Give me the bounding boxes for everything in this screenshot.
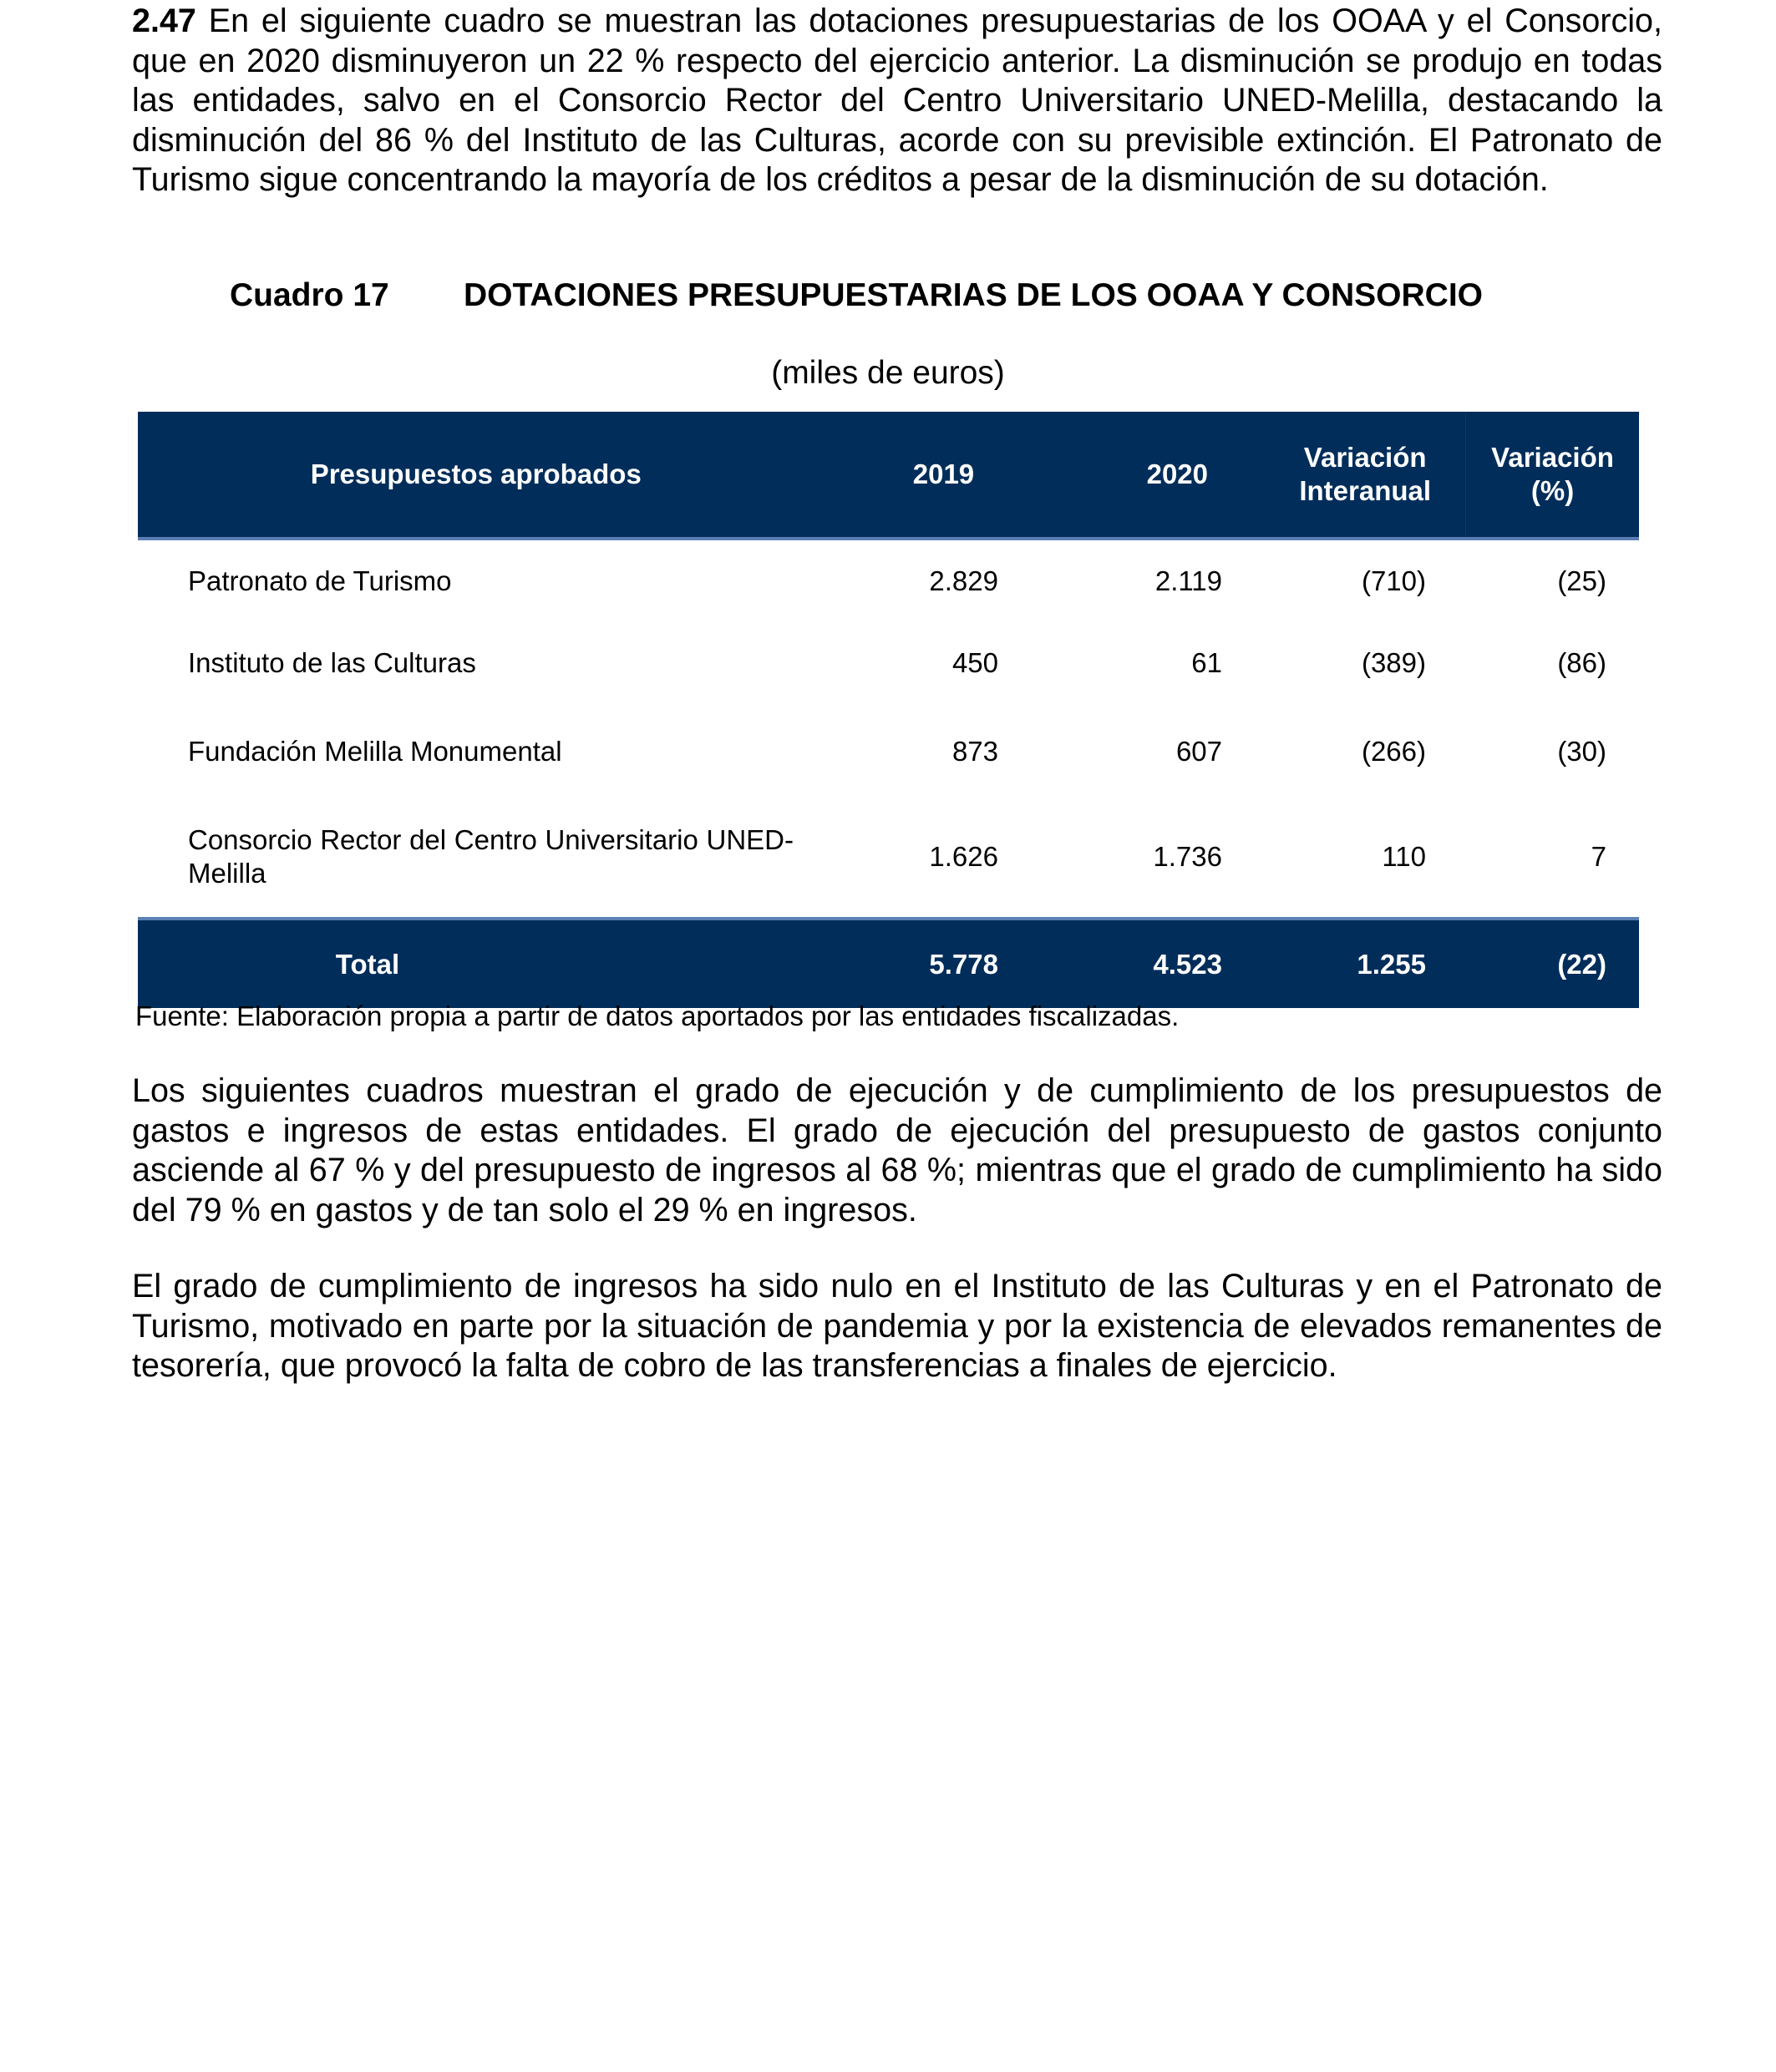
column-header-2020: 2020 xyxy=(1146,458,1209,489)
cell-2020: 2.119 xyxy=(1154,565,1222,596)
table-caption xyxy=(230,277,1483,314)
table-total-row xyxy=(138,917,1639,1008)
column-header-name: Presupuestos aprobados xyxy=(310,458,642,489)
row-name: Fundación Melilla Monumental xyxy=(188,736,562,767)
total-label: Total xyxy=(335,948,400,980)
budget-table xyxy=(138,412,1639,1008)
body-paragraph-1: Los siguientes cuadros muestran el grado de ejecución y de cumplimiento de los presupuestos de gastos e ingresos de estas entidades. El grado de ejecución del presupuesto de gastos conjunto asciende al 67 % y del presupuesto de ingresos al 68 %; mientras que el grado de cumplimiento ha sido del 79 % en gastos y de tan solo el 29 % en ingresos. xyxy=(132,1072,1662,1229)
total-2019: 5.778 xyxy=(929,948,998,980)
table-caption-number: Cuadro 17 xyxy=(230,277,389,313)
table-caption-title: DOTACIONES PRESUPUESTARIAS DE LOS OOAA Y CONSORCIO xyxy=(464,277,1483,313)
paragraph-number: 2.47 xyxy=(132,3,196,39)
cell-variation-percent: (25) xyxy=(1557,565,1606,596)
intro-paragraph-text: En el siguiente cuadro se muestran las dotaciones presupuestarias de los OOAA y el Consorcio, que en 2020 disminuyeron un 22 % respecto del ejercicio anterior. La disminución se produjo en todas las entidades, salvo en el Consorcio Rector del Centro Universitario UNED-Melilla, destacando la disminución del 86 % del Instituto de las Culturas, acorde con su previsible extinción. El Patronato de Turismo sigue concentrando la mayoría de los créditos a pesar de la disminución de su dotación. xyxy=(132,3,1662,198)
column-header-variation-interannual-line1: Variación xyxy=(1303,442,1427,473)
cell-2019: 1.626 xyxy=(929,840,998,872)
table-header-row xyxy=(138,412,1639,540)
cell-variation-interannual: (266) xyxy=(1361,736,1426,767)
cell-2020: 1.736 xyxy=(1153,840,1222,872)
cell-variation-interannual: 110 xyxy=(1382,840,1426,872)
row-name: Instituto de las Culturas xyxy=(188,647,476,678)
cell-variation-percent: 7 xyxy=(1591,840,1606,872)
table-row xyxy=(138,619,1639,707)
column-header-variation-percent-line1: Variación xyxy=(1491,442,1614,473)
row-name: Patronato de Turismo xyxy=(188,565,452,596)
body-paragraph-2: El grado de cumplimiento de ingresos ha sido nulo en el Instituto de las Culturas y en el Patronato de Turismo, motivado en parte por la situación de pandemia y por la existencia de elevados remanentes de tesorería, que provocó la falta de cobro de las transferencias a finales de ejercicio. xyxy=(132,1268,1662,1384)
cell-variation-interannual: (710) xyxy=(1361,565,1426,596)
table-source-note: Fuente: Elaboración propia a partir de datos aportados por las entidades fiscalizadas. xyxy=(135,1001,1180,1031)
table-row xyxy=(138,707,1639,796)
table-row xyxy=(138,544,1639,619)
cell-2019: 873 xyxy=(951,736,998,767)
total-variation-percent: (22) xyxy=(1557,948,1606,980)
column-header-variation-interannual xyxy=(1265,441,1465,508)
column-header-variation-interannual-line2: Interanual xyxy=(1299,475,1432,506)
cell-variation-percent: (30) xyxy=(1557,736,1606,767)
table-units: (miles de euros) xyxy=(771,355,1005,391)
cell-2019: 2.829 xyxy=(929,565,998,596)
column-header-2019: 2019 xyxy=(912,458,975,489)
intro-paragraph xyxy=(132,2,1662,200)
cell-variation-interannual: (389) xyxy=(1361,647,1426,678)
column-header-variation-percent xyxy=(1465,412,1639,537)
cell-2020: 607 xyxy=(1175,736,1222,767)
cell-2020: 61 xyxy=(1191,647,1222,678)
cell-2019: 450 xyxy=(951,647,998,678)
total-2020: 4.523 xyxy=(1153,948,1222,980)
table-row xyxy=(138,796,1639,917)
total-variation-interannual: 1.255 xyxy=(1357,948,1426,980)
row-name: Consorcio Rector del Centro Universitario UNED-Melilla xyxy=(188,823,794,889)
column-header-variation-percent-line2: (%) xyxy=(1530,475,1575,506)
cell-variation-percent: (86) xyxy=(1557,647,1606,678)
